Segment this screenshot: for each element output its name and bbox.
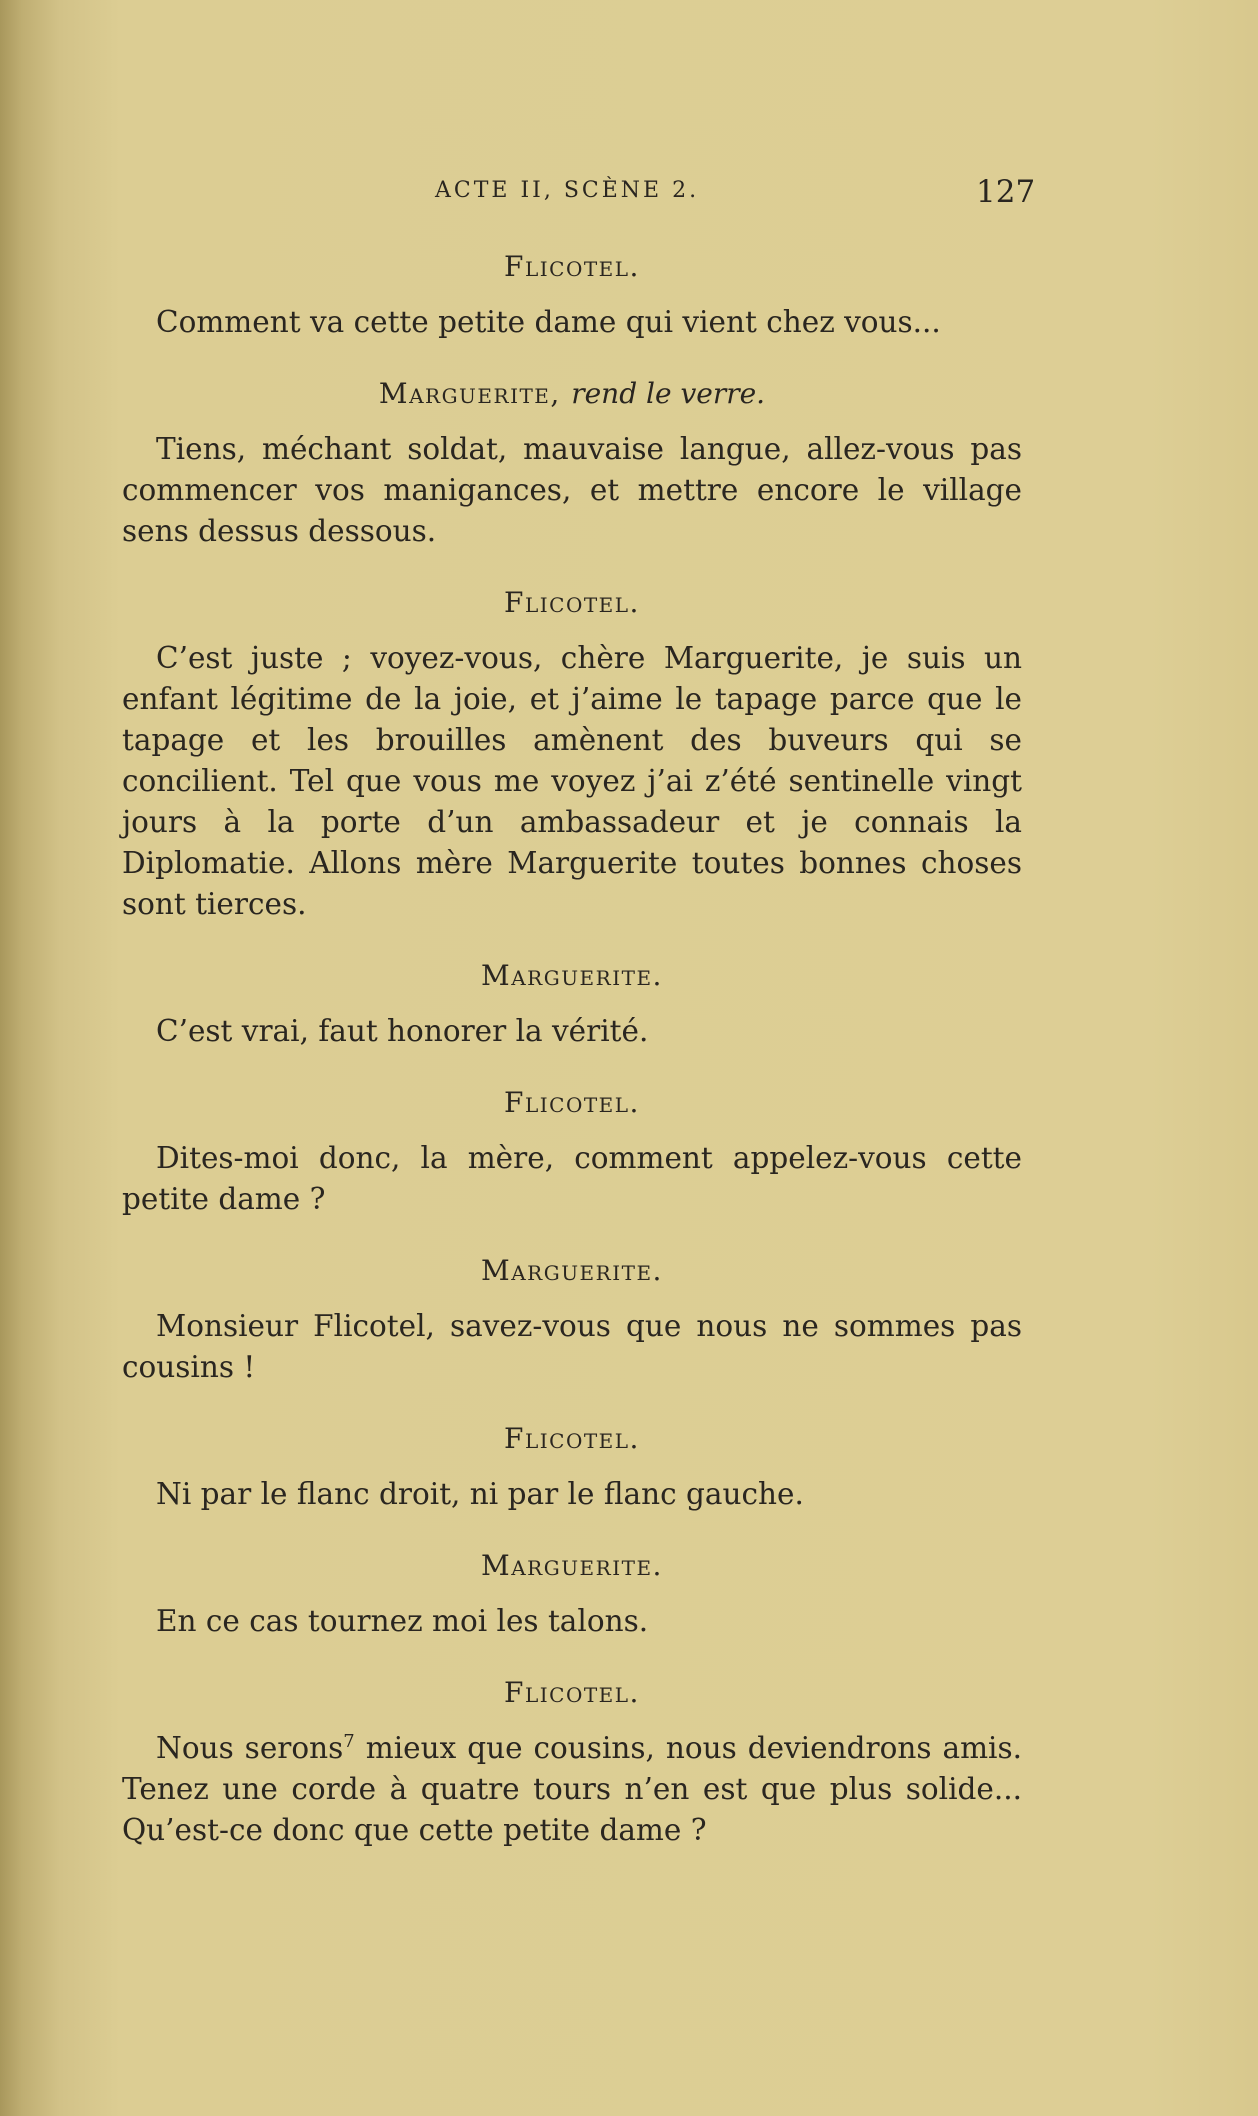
speaker-name [122,957,1022,1011]
speech-text: C’est juste ; voyez-vous, chère Marguerite, je suis un enfant légitime de la joie, et j’aime le tapage parce que le tapage et les brouilles amènent des buveurs qui se concilient. Tel que vous me voyez j’ai z’été sentinelle vingt jours à la porte d’un ambassadeur et je connais la Diplomatie. Allons mère Marguerite toutes bonnes choses sont tierces. [122,641,1022,921]
stage-direction: rend le verre. [571,377,766,410]
speech-text-rest: mieux que cousins, nous deviendrons amis. Tenez une corde à quatre tours n’en est que plus solide... Qu’est-ce donc que cette petite dame ? [122,1731,1023,1847]
speaker-label: Marguerite. [481,1549,663,1582]
footnote-mark: 7 [343,1731,355,1753]
speaker-label: Marguerite. [481,1254,663,1287]
play-dialogue [122,248,1022,1883]
speaker-label: Flicotel. [504,1676,640,1709]
speaker-label: Flicotel. [504,1086,640,1119]
speech-text: Dites-moi donc, la mère, comment appelez-vous cette petite dame ? [122,1141,1022,1216]
speaker-label: Flicotel. [504,250,640,283]
speaker-label: Flicotel. [504,586,640,619]
speaker-label: Marguerite. [481,959,663,992]
speech-text-start: Nous serons [156,1731,344,1765]
speech-text: C’est vrai, faut honorer la vérité. [156,1014,649,1048]
speaker-name [122,584,1022,638]
speaker-name [122,1420,1022,1474]
speech-text: En ce cas tournez moi les talons. [156,1604,649,1638]
speaker-name [122,248,1022,302]
speech-text: Tiens, méchant soldat, mauvaise langue, allez-vous pas commencer vos manigances, et mettre encore le village sens dessus dessous. [122,432,1022,548]
speaker-name [122,375,1022,429]
speech-text: Comment va cette petite dame qui vient chez vous... [156,305,941,339]
speaker-label: Flicotel. [504,1422,640,1455]
speech-text: Monsieur Flicotel, savez-vous que nous ne sommes pas cousins ! [122,1309,1022,1384]
speaker-name [122,1252,1022,1306]
speaker-name [122,1084,1022,1138]
speaker-name [122,1547,1022,1601]
speaker-label: Marguerite, [378,377,561,410]
speech-text [122,1728,1022,1851]
running-header [0,174,1258,218]
speaker-name [122,1674,1022,1728]
act-scene-heading: ACTE II, SCÈNE 2. [435,178,700,203]
speech-text: Ni par le flanc droit, ni par le flanc gauche. [156,1477,804,1511]
page-number: 127 [976,174,1036,210]
